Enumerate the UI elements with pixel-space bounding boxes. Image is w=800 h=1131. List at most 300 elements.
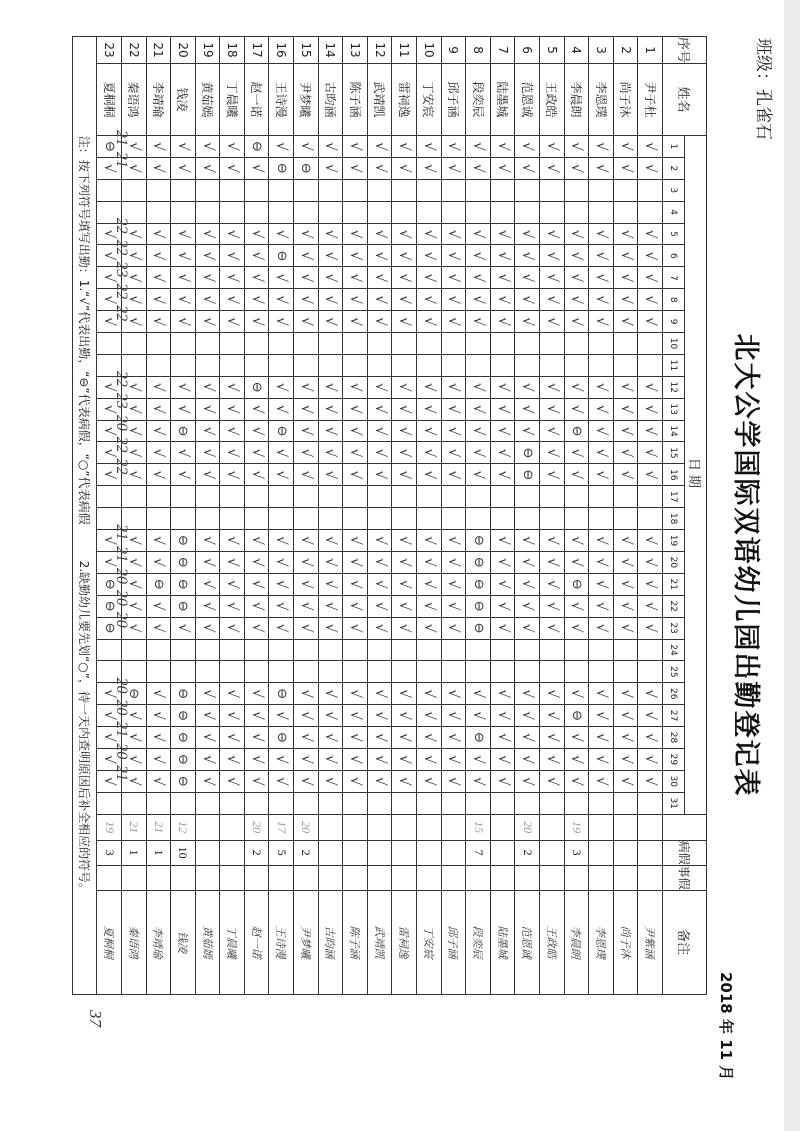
attendance-mark [318,508,343,530]
attendance-mark: √ [318,311,343,333]
attendance-mark: √ [220,267,245,289]
present-count: 20 [244,814,269,840]
attendance-mark [392,179,417,201]
attendance-mark: √ [392,705,417,727]
attendance-mark: √ [220,223,245,245]
attendance-mark [318,354,343,376]
attendance-mark: √ [146,705,171,727]
attendance-mark [367,333,392,355]
attendance-mark [146,792,171,814]
attendance-mark [564,354,589,376]
attendance-mark: √ [121,420,146,442]
attendance-mark: √ [441,551,466,573]
student-name: 李晨朗 [564,64,589,136]
attendance-mark: √ [564,595,589,617]
student-row [564,37,589,995]
attendance-mark [638,508,663,530]
attendance-mark [171,179,196,201]
attendance-mark: √ [540,464,565,486]
attendance-mark [146,508,171,530]
sick-count [220,840,245,865]
attendance-mark: √ [121,267,146,289]
attendance-mark: √ [294,398,319,420]
attendance-mark: √ [490,376,515,398]
attendance-mark [392,333,417,355]
attendance-mark: √ [220,551,245,573]
attendance-mark: √ [195,595,220,617]
attendance-mark: √ [97,683,122,705]
attendance-mark [490,792,515,814]
attendance-mark: √ [540,770,565,792]
attendance-mark [392,354,417,376]
attendance-mark: √ [490,595,515,617]
attendance-mark: √ [97,464,122,486]
daily-tally: 21 [113,130,130,146]
attendance-mark [417,508,442,530]
attendance-mark: √ [244,770,269,792]
attendance-mark: √ [195,267,220,289]
attendance-mark: √ [195,573,220,595]
attendance-mark: ⊖ [294,157,319,179]
attendance-mark: √ [515,376,540,398]
attendance-mark: √ [318,420,343,442]
attendance-mark: √ [244,683,269,705]
attendance-mark: √ [589,770,614,792]
attendance-mark [441,661,466,683]
present-count: 21 [121,814,146,840]
attendance-mark: √ [367,245,392,267]
attendance-mark: √ [318,245,343,267]
attendance-mark [638,639,663,661]
attendance-mark: ⊖ [466,530,491,552]
attendance-mark: √ [613,311,638,333]
attendance-mark: √ [294,267,319,289]
attendance-mark: √ [367,617,392,639]
day-header: 21 [663,573,685,595]
attendance-mark: √ [466,748,491,770]
student-row [244,37,269,995]
sick-count [318,840,343,865]
attendance-mark: √ [146,442,171,464]
attendance-mark: √ [638,683,663,705]
student-name: 丁安宸 [417,64,442,136]
attendance-mark [564,792,589,814]
sick-count [540,840,565,865]
attendance-mark: √ [564,311,589,333]
student-index: 4 [564,37,589,64]
attendance-mark: √ [392,311,417,333]
attendance-mark: ⊖ [171,595,196,617]
attendance-mark: √ [392,136,417,158]
student-row [171,37,196,995]
attendance-mark: √ [540,727,565,749]
attendance-mark [441,179,466,201]
attendance-mark: √ [146,223,171,245]
attendance-mark: √ [97,157,122,179]
attendance-mark: √ [515,157,540,179]
attendance-mark: √ [367,551,392,573]
attendance-mark: √ [294,136,319,158]
attendance-mark: √ [244,223,269,245]
attendance-mark [146,333,171,355]
attendance-mark [490,201,515,223]
attendance-mark: √ [269,551,294,573]
attendance-mark: √ [540,223,565,245]
header-leave: 事假 [663,865,707,890]
student-index: 22 [121,37,146,64]
attendance-mark: √ [121,311,146,333]
attendance-mark: √ [540,573,565,595]
attendance-mark [171,508,196,530]
student-row [97,37,122,995]
attendance-mark: √ [466,136,491,158]
attendance-mark: √ [490,551,515,573]
attendance-mark: √ [392,530,417,552]
attendance-mark [417,179,442,201]
attendance-mark: ⊖ [171,748,196,770]
attendance-mark: √ [589,683,614,705]
student-row [343,37,368,995]
attendance-mark: √ [490,245,515,267]
attendance-mark: √ [613,727,638,749]
leave-count [171,865,196,890]
attendance-mark [589,333,614,355]
attendance-mark: √ [97,398,122,420]
attendance-mark: √ [417,398,442,420]
attendance-mark: √ [367,573,392,595]
date-label: 2018 年 11 月 [717,972,735,1081]
present-count [589,814,614,840]
attendance-mark: ⊖ [269,420,294,442]
attendance-mark [613,639,638,661]
attendance-mark: √ [490,770,515,792]
attendance-mark [466,792,491,814]
attendance-mark: √ [294,770,319,792]
attendance-mark: √ [244,705,269,727]
attendance-mark: √ [417,245,442,267]
attendance-mark [294,179,319,201]
attendance-mark: √ [490,267,515,289]
attendance-mark: √ [392,420,417,442]
attendance-mark: √ [466,376,491,398]
attendance-mark: √ [490,311,515,333]
attendance-mark: √ [515,245,540,267]
day-header: 13 [663,398,685,420]
attendance-mark: √ [220,748,245,770]
attendance-mark: √ [294,530,319,552]
leave-count [490,865,515,890]
student-index: 16 [269,37,294,64]
attendance-mark: √ [244,748,269,770]
attendance-mark: √ [540,289,565,311]
day-header: 2 [663,157,685,179]
attendance-mark: √ [146,727,171,749]
attendance-mark: √ [195,705,220,727]
attendance-mark: ⊖ [269,245,294,267]
attendance-mark: √ [540,617,565,639]
attendance-mark [220,179,245,201]
attendance-mark: √ [564,442,589,464]
student-index: 14 [318,37,343,64]
grand-total: 37 [86,1010,105,1027]
attendance-mark: √ [417,595,442,617]
attendance-mark [171,639,196,661]
attendance-mark: √ [540,683,565,705]
attendance-mark: √ [146,289,171,311]
attendance-mark: √ [392,223,417,245]
attendance-mark [269,333,294,355]
day-header: 10 [663,333,685,355]
attendance-mark [564,661,589,683]
attendance-mark [466,179,491,201]
attendance-mark [195,354,220,376]
attendance-mark [466,333,491,355]
attendance-mark: √ [294,748,319,770]
attendance-mark: √ [392,376,417,398]
student-index: 23 [97,37,122,64]
attendance-mark: √ [441,157,466,179]
attendance-mark: √ [515,267,540,289]
daily-tally: 22 [113,217,130,234]
attendance-mark [195,486,220,508]
header-date: 日期 [685,136,707,815]
attendance-mark: √ [466,157,491,179]
attendance-mark [121,639,146,661]
attendance-mark: √ [195,420,220,442]
attendance-mark: ⊖ [515,464,540,486]
attendance-mark: √ [638,595,663,617]
attendance-mark [417,333,442,355]
attendance-mark: √ [589,551,614,573]
attendance-mark [392,661,417,683]
attendance-mark: √ [367,770,392,792]
attendance-mark: √ [294,442,319,464]
day-header: 30 [663,770,685,792]
attendance-mark: √ [294,705,319,727]
attendance-mark: √ [121,245,146,267]
attendance-mark: √ [564,748,589,770]
attendance-mark: √ [294,683,319,705]
present-count: 19 [564,814,589,840]
leave-count [367,865,392,890]
attendance-mark [441,486,466,508]
attendance-mark [146,354,171,376]
attendance-mark: √ [318,398,343,420]
attendance-mark: √ [121,530,146,552]
attendance-mark: √ [343,770,368,792]
attendance-mark: √ [318,573,343,595]
attendance-mark: √ [195,748,220,770]
attendance-mark [121,486,146,508]
attendance-mark: √ [343,748,368,770]
remark-signature: 尚子沐 [613,890,638,994]
attendance-mark: √ [146,551,171,573]
daily-tally: 21 [113,765,130,782]
attendance-mark: √ [638,573,663,595]
attendance-mark [269,486,294,508]
attendance-mark: √ [490,136,515,158]
attendance-mark: √ [269,464,294,486]
attendance-mark [343,639,368,661]
attendance-mark: √ [417,442,442,464]
attendance-mark [490,508,515,530]
attendance-mark: √ [244,157,269,179]
sick-count: 7 [466,840,491,865]
attendance-mark: √ [490,289,515,311]
attendance-mark [392,201,417,223]
remark-signature: 丁安宸 [417,890,442,994]
attendance-mark [318,639,343,661]
attendance-mark: √ [367,223,392,245]
leave-count [613,865,638,890]
attendance-mark [121,179,146,201]
student-name: 丁晨曦 [220,64,245,136]
attendance-mark: √ [515,223,540,245]
attendance-mark: √ [441,289,466,311]
attendance-mark [294,486,319,508]
attendance-mark: √ [613,136,638,158]
attendance-mark: √ [367,705,392,727]
attendance-mark: √ [540,376,565,398]
attendance-mark: √ [638,464,663,486]
attendance-mark: √ [515,136,540,158]
attendance-mark: √ [146,376,171,398]
attendance-mark [564,333,589,355]
sick-count: 3 [97,840,122,865]
sick-count: 3 [564,840,589,865]
day-header: 23 [663,617,685,639]
attendance-mark: √ [294,573,319,595]
attendance-mark: √ [589,398,614,420]
sick-count: 2 [294,840,319,865]
attendance-mark [466,508,491,530]
day-header: 20 [663,551,685,573]
student-name: 古昀涵 [318,64,343,136]
attendance-mark [367,354,392,376]
attendance-mark: √ [121,136,146,158]
attendance-mark: √ [343,617,368,639]
attendance-mark: √ [244,289,269,311]
attendance-mark: √ [466,442,491,464]
attendance-mark [146,201,171,223]
attendance-mark: √ [244,420,269,442]
day-header: 24 [663,639,685,661]
attendance-mark [613,201,638,223]
attendance-mark: √ [195,157,220,179]
attendance-table [72,36,707,995]
attendance-mark [564,639,589,661]
remark-signature: 雷祠逸 [392,890,417,994]
attendance-mark: √ [146,311,171,333]
attendance-mark [97,792,122,814]
daily-tally: 21 [113,546,130,563]
leave-count [269,865,294,890]
attendance-mark [515,661,540,683]
attendance-mark [269,508,294,530]
attendance-mark: √ [343,464,368,486]
attendance-mark: √ [490,420,515,442]
daily-tally: 20 [113,699,130,716]
attendance-mark: √ [589,136,614,158]
header-sick: 病假 [663,840,707,865]
attendance-mark: √ [441,376,466,398]
attendance-mark: √ [97,245,122,267]
attendance-mark: √ [171,376,196,398]
attendance-mark: √ [97,748,122,770]
attendance-mark: √ [195,442,220,464]
attendance-mark: ⊖ [269,727,294,749]
attendance-mark: √ [367,464,392,486]
attendance-mark: √ [417,376,442,398]
attendance-mark: √ [121,223,146,245]
attendance-mark: √ [195,245,220,267]
attendance-mark: √ [589,727,614,749]
attendance-mark: √ [540,267,565,289]
attendance-mark: √ [613,157,638,179]
attendance-mark: √ [589,442,614,464]
header-index: 序号 [663,37,707,64]
attendance-mark: √ [392,683,417,705]
attendance-mark: √ [417,617,442,639]
attendance-mark: √ [269,748,294,770]
attendance-mark: √ [343,157,368,179]
attendance-mark: √ [367,376,392,398]
attendance-mark: √ [269,136,294,158]
attendance-mark: √ [121,595,146,617]
attendance-mark: √ [318,267,343,289]
student-row [294,37,319,995]
attendance-mark: √ [146,595,171,617]
attendance-mark [417,639,442,661]
sick-count [589,840,614,865]
attendance-mark [540,661,565,683]
attendance-mark [318,333,343,355]
attendance-mark: √ [97,376,122,398]
attendance-mark [540,333,565,355]
attendance-mark [318,661,343,683]
attendance-mark: √ [613,464,638,486]
attendance-mark: ⊖ [171,705,196,727]
attendance-mark [244,661,269,683]
attendance-mark [318,179,343,201]
attendance-mark [638,486,663,508]
attendance-mark: √ [146,245,171,267]
attendance-mark: √ [417,157,442,179]
attendance-mark: √ [220,289,245,311]
attendance-mark: √ [638,245,663,267]
leave-count [146,865,171,890]
attendance-mark [466,354,491,376]
attendance-mark: √ [392,727,417,749]
attendance-mark [515,179,540,201]
student-name: 夏桐桐 [97,64,122,136]
attendance-mark [540,201,565,223]
attendance-mark: √ [195,136,220,158]
attendance-mark [343,354,368,376]
attendance-mark [220,639,245,661]
attendance-mark: √ [589,311,614,333]
attendance-mark: √ [343,683,368,705]
attendance-mark: √ [318,727,343,749]
attendance-mark [540,792,565,814]
daily-tally: 20 [113,677,130,694]
attendance-mark [515,354,540,376]
attendance-mark: √ [638,705,663,727]
attendance-mark: √ [515,311,540,333]
student-name: 陈子涵 [343,64,368,136]
attendance-mark: √ [343,398,368,420]
attendance-mark: √ [564,727,589,749]
